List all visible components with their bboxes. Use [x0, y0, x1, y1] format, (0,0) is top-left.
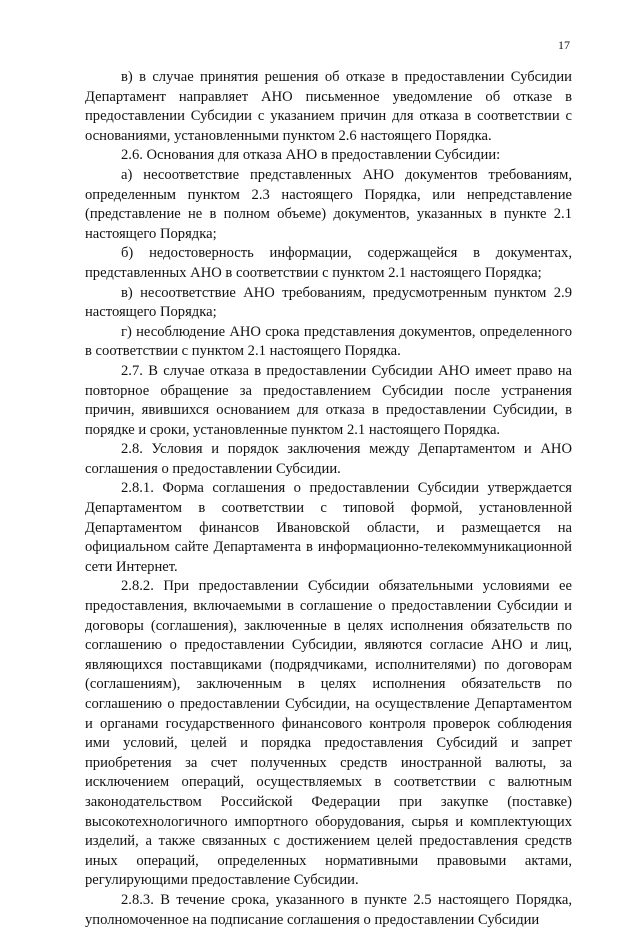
paragraph-2-8-1: 2.8.1. Форма соглашения о предоставлении Субсидии утверждается Департаментом в соответствии с типовой формой, установленной Департаментом финансов Ивановской области, и размещается на официальном сайте Департамента в информационно-телекоммуникационной сети Интернет. — [85, 480, 572, 575]
paragraph-2-6-g: г) несоблюдение АНО срока представления документов, определенного в соответствии с пунктом 2.1 настоящего Порядка. — [85, 323, 572, 360]
paragraph-2-6-v: в) несоответствие АНО требованиям, предусмотренным пунктом 2.9 настоящего Порядка; — [85, 284, 572, 321]
paragraph-2-6: 2.6. Основания для отказа АНО в предоставлении Субсидии: — [121, 147, 501, 164]
paragraph-2-6-b: б) недостоверность информации, содержащейся в документах, представленных АНО в соответствии с пунктом 2.1 настоящего Порядка; — [85, 245, 572, 281]
paragraph-2-8: 2.8. Условия и порядок заключения между Департаментом и АНО соглашения о предоставлении Субсидии. — [85, 441, 572, 477]
paragraph-v-refusal-notice: в) в случае принятия решения об отказе в предоставлении Субсидии Департамент направляет АНО письменное уведомление об отказе в предоставлении Субсидии с указанием причин для отказа в соответствии с основаниями, установленными пунктом 2.6 настоящего Порядка. — [85, 69, 572, 144]
paragraph-2-7: 2.7. В случае отказа в предоставлении Субсидии АНО имеет право на повторное обращение за предоставлением Субсидии после устранения причин, явившихся основанием для отказа в предоставлении Субсидии, в порядке и сроки, установленные пунктом 2.1 настоящего Порядка. — [85, 362, 572, 438]
page-number: 17 — [558, 38, 570, 52]
paragraph-2-6-a: а) несоответствие представленных АНО документов требованиям, определенным пунктом 2.3 настоящего Порядка, или непредставление (представление не в полном объеме) документов, указанных в пункте 2.1 настоящего Порядка; — [85, 166, 572, 242]
paragraph-2-8-3: 2.8.3. В течение срока, указанного в пункте 2.5 настоящего Порядка, уполномоченное на подписание соглашения о предоставлении Субсидии — [85, 891, 572, 928]
document-body — [85, 68, 572, 930]
paragraph-2-8-2: 2.8.2. При предоставлении Субсидии обязательными условиями ее предоставления, включаемыми в соглашение о предоставлении Субсидии и договоры (соглашения), заключенные в целях исполнения обязательств по соглашению о предоставлении Субсидии, являются согласие АНО и лиц, являющихся поставщиками (подрядчиками, исполнителями) по договорам (соглашениям), заключенным в целях исполнения обязательств по соглашению о предоставлении Субсидии, на осуществление Департаментом и органами государственного финансового контроля проверок соблюдения ими условий, целей и порядка предоставления Субсидий и запрет приобретения за счет полученных средств иностранной валюты, за исключением операций, осуществляемых в соответствии с валютным законодательством Российской Федерации при закупке (поставке) высокотехнологичного импортного оборудования, сырья и комплектующих изделий, а также связанных с достижением целей предоставления средств иных операций, определенных нормативными правовыми актами, регулирующими предоставление Субсидии. — [85, 578, 572, 889]
